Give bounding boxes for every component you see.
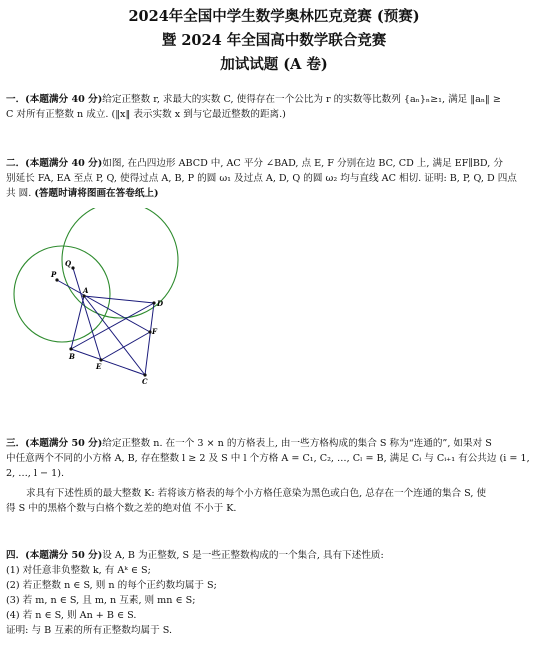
problem-3 — [6, 436, 538, 516]
problem-3-label: 三．(本题满分 50 分) — [6, 438, 103, 449]
problem-4-item-1: (1) 对任意非负整数 k, 有 Aᵏ ∈ S; — [6, 565, 151, 576]
problem-1-line-1: 给定正整数 r, 求最大的实数 C, 使得存在一个公比为 r 的实数等比数列 {aₙ}ₙ≥₁, 满足 ‖aₙ‖ ≥ — [102, 94, 501, 105]
title-line-3: 加试试题 (A 卷) — [220, 56, 328, 73]
problem-4-item-4: (4) 若 n ∈ S, 则 An + B ∈ S. — [6, 610, 137, 621]
problem-1-label: 一．(本题满分 40 分) — [6, 94, 103, 105]
segment-cd — [145, 303, 154, 375]
geometry-figure — [0, 208, 200, 388]
problem-1-line-2: C 对所有正整数 n 成立. (‖x‖ 表示实数 x 到与它最近整数的距离.) — [6, 109, 286, 120]
problem-3-line-5: 得 S 中的黑格个数与白格个数之差的绝对值 不小于 K. — [6, 503, 237, 514]
problem-2-line-3: 共 圆. — [6, 188, 32, 199]
problem-3-line-1: 给定正整数 n. 在一个 3 × n 的方格表上, 由一些方格构成的集合 S 称为“连通的”, 如果对 S — [102, 438, 492, 449]
segment-da — [84, 296, 154, 303]
label-c: C — [142, 377, 148, 386]
problem-2-line-1: 如图, 在凸四边形 ABCD 中, AC 平分 ∠BAD, 点 E, F 分别在边 BC, CD 上, 满足 EF∥BD, 分 — [102, 158, 503, 169]
segment-pf — [57, 280, 150, 332]
segment-bc — [71, 349, 145, 375]
problem-3-line-4: 求具有下述性质的最大整数 K: 若将该方格表的每个小方格任意染为黑色或白色, 总存在一个连通的集合 S, 使 — [26, 488, 487, 499]
label-p: P — [51, 270, 57, 279]
segment-qe — [73, 268, 101, 360]
segment-bd — [71, 303, 154, 349]
label-d: D — [157, 299, 164, 308]
problem-1 — [6, 92, 538, 122]
problem-2-label: 二．(本题满分 40 分) — [6, 158, 103, 169]
title-line-2: 暨 2024 年全国高中数学联合竞赛 — [161, 32, 387, 49]
problem-4 — [6, 548, 538, 638]
point-d — [152, 301, 155, 304]
problem-4-item-3: (3) 若 m, n ∈ S, 且 m, n 互素, 则 mn ∈ S; — [6, 595, 196, 606]
problem-3-line-3: 2, …, l − 1). — [6, 468, 64, 479]
segment-ab — [71, 296, 84, 349]
label-a: A — [83, 286, 89, 295]
problem-4-proof: 证明: 与 B 互素的所有正整数均属于 S. — [6, 625, 173, 636]
problem-2-line-2: 别延长 FA, EA 至点 P, Q, 使得过点 A, B, P 的圆 ω₁ 及过点 A, D, Q 的圆 ω₂ 均与直线 AC 相切. 证明: B, P, Q, D 四点 — [6, 173, 517, 184]
problem-4-line-1: 设 A, B 为正整数, S 是一些正整数构成的一个集合, 具有下述性质: — [102, 550, 384, 561]
label-q: Q — [65, 259, 72, 268]
title-line-1: 2024年全国中学生数学奥林匹克竞赛 (预赛) — [128, 8, 420, 25]
label-f: F — [152, 327, 157, 336]
problem-4-label: 四．(本题满分 50 分) — [6, 550, 103, 561]
problem-2-note: (答题时请将图画在答卷纸上) — [34, 188, 159, 199]
problem-3-line-2: 中任意两个不同的小方格 A, B, 存在整数 l ≥ 2 及 S 中 l 个方格 A = C₁, C₂, …, Cₗ = B, 满足 Cᵢ 与 Cᵢ₊₁ 有公共边 (i = 1, — [6, 453, 530, 464]
point-q — [71, 266, 74, 269]
label-e: E — [96, 362, 102, 371]
point-b — [69, 347, 72, 350]
problem-4-item-2: (2) 若正整数 n ∈ S, 则 n 的每个正约数均属于 S; — [6, 580, 217, 591]
problem-2 — [6, 156, 538, 201]
label-b: B — [69, 352, 75, 361]
segment-ef — [101, 332, 150, 360]
